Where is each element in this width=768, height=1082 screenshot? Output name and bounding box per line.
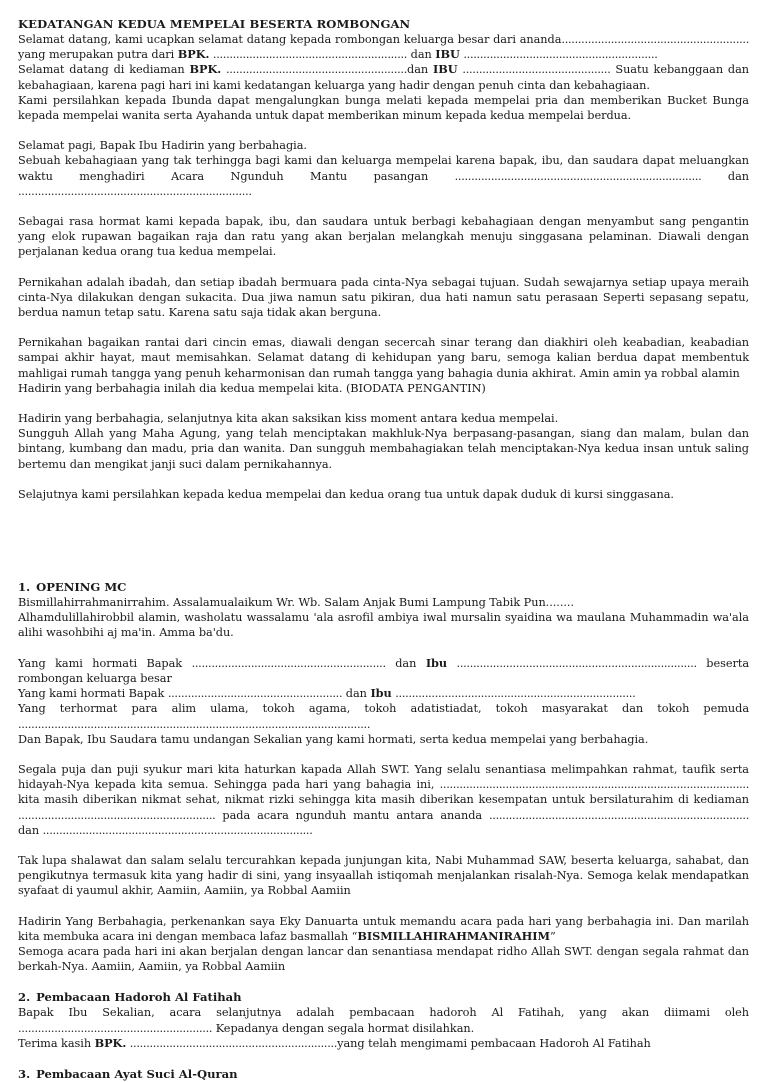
paragraph-flowers: Kami persilahkan kepada Ibunda dapat mengalungkan bunga melati kepada mempelai pria dan memberikan Bucket Bunga kepada mempelai wanita serta Ayahanda untuk dapat memberikan minum kepada kedua mempelai berdua. <box>18 93 749 123</box>
paragraph-prayer: Semoga acara pada hari ini akan berjalan dengan lancar dan senantiasa mendapat ridho Allah SWT. dengan segala rahmat dan berkah-Nya. Aamiin, Aamiin, ya Robbal Aamiin <box>18 944 749 974</box>
text: dan <box>395 656 417 670</box>
text: Selamat datang di kediaman <box>18 63 185 77</box>
text: Kepadanya dengan segala hormat disilahkan. <box>215 1021 475 1035</box>
section-number: 1. <box>18 580 31 595</box>
text: Segala puja dan puji syukur mari kita haturkan kapada Allah SWT. Yang selalu senantiasa melimpahkan rahmat, taufik serta hidayah-Nya kepada kita semua. Sehingga pada hari yang bahagia ini, <box>18 762 749 792</box>
bold-basmallah: BISMILLAHIRAHMANIRAHIM <box>357 928 550 943</box>
paragraph-seating: Selajutnya kami persilahkan kepada kedua mempelai dan kedua orang tua untuk dapak duduk di kursi singgasana. <box>18 487 674 501</box>
fill-in-blank: .................................................................................. <box>42 823 313 837</box>
fill-in-blank: ............................................................... <box>129 1036 338 1050</box>
paragraph-golden-chain: Pernikahan bagaikan rantai dari cincin emas, diawali dengan secercah sinar terang dan diakhiri oleh keabadian, keabadian sampai akhir hayat, maut memisahkan. Selamat datang di kehidupan yang baru, semoga kalian berdua dapat membentuk mahligai rumah tangga yang penuh keharmonisan dan rumah tangga yang bahagia dunia akhirat. Amin amin ya robbal alamin <box>18 336 749 380</box>
fill-in-blank: ......................................................... <box>561 33 749 46</box>
text: yang merupakan putra dari <box>18 48 175 62</box>
bold-label: BPK. <box>189 62 222 77</box>
paragraph-bismillah: Bismillahirrahmanirrahim. Assalamualaikum Wr. Wb. Salam Anjak Bumi Lampung Tabik Pun........ <box>18 596 575 610</box>
paragraph-guests: Dan Bapak, Ibu Saudara tamu undangan Sekalian yang kami hormati, serta kedua mempelai yang berbahagia. <box>18 732 649 746</box>
section-title: Pembacaan Hadoroh Al Fatihah <box>36 990 242 1005</box>
bold-label: IBU <box>432 62 458 77</box>
text: Hadirin Yang Berbahagia, perkenankan saya Eky Danuarta untuk memandu acara pada hari yang berbahagia ini. Dan marilah kita membuka acara ini dengan membaca lafaz basmallah “ <box>18 914 749 943</box>
fill-in-blank: ......................................................................... <box>456 656 697 670</box>
fill-in-blank: ........................................................... <box>212 48 408 62</box>
text: dan <box>727 169 749 183</box>
paragraph-kiss-moment: Hadirin yang berbahagia, selanjutnya kita akan saksikan kiss moment antara kedua mempelai. <box>18 412 559 426</box>
paragraph-honored-2 <box>18 686 749 701</box>
bold-label: Ibu <box>425 655 448 670</box>
text: Yang kami hormati Bapak <box>18 656 183 670</box>
fill-in-blank: ........................................................... <box>463 48 658 62</box>
text: beserta rombongan keluarga besar <box>18 656 750 685</box>
paragraph-fatihah-intro <box>18 1005 749 1035</box>
paragraph-respect: Sebagai rasa hormat kami kepada bapak, ibu, dan saudara untuk berbagi kebahagiaan dengan menyambut sang pengantin yang elok rupawan bagaikan raja dan ratu yang akan berjalan melangkah menuju singgasana pelaminan. Diawali dengan perjalanan kedua orang tua kedua mempelai. <box>18 215 749 259</box>
paragraph-welcome-residence <box>18 62 749 92</box>
text: Yang kami hormati Bapak <box>18 687 165 701</box>
text: dan <box>407 63 429 77</box>
section-title: Pembacaan Ayat Suci Al-Quran <box>36 1066 238 1081</box>
paragraph-mc-intro <box>18 914 749 944</box>
fill-in-blank: ............................................................................... <box>489 808 749 822</box>
text: Yang terhormat para alim ulama, tokoh agama, tokoh adatistiadat, tokoh masyarakat dan tokoh pemuda <box>18 702 749 716</box>
text: dan <box>410 48 432 62</box>
paragraph-welcome-family <box>18 32 749 62</box>
paragraph-biodata: Hadirin yang berbahagia inilah dia kedua mempelai kita. (BIODATA PENGANTIN) <box>18 381 486 395</box>
fill-in-blank: ..................................................... <box>167 687 343 701</box>
fill-in-blank: ......................................................................... <box>395 687 636 701</box>
paragraph-happiness <box>18 153 749 199</box>
fill-in-blank: ............................................. <box>462 63 611 77</box>
section-title: OPENING MC <box>36 580 127 595</box>
section-heading-quran <box>18 1066 749 1082</box>
fill-in-blank: ........................................................... <box>191 656 386 670</box>
fill-in-blank: ....................................................... <box>226 63 408 77</box>
paragraph-alhamdulillah: Alhamdulillahirobbil alamin, washolatu wassalamu 'ala asrofil ambiya iwal mursalin syaidina wa maulana Muhammadin wa'ala alihi wasohbihi aj ma'in. Amma ba'du. <box>18 611 749 640</box>
text: Bapak Ibu Sekalian, acara selanjutnya adalah pembacaan hadoroh Al Fatihah, yang akan diimami oleh <box>18 1006 749 1020</box>
paragraph-praise <box>18 762 749 838</box>
fill-in-blank: ........................................................................... <box>454 169 702 183</box>
fill-in-blank: .............................................................................................. <box>439 778 749 792</box>
text: Terima kasih <box>18 1036 92 1050</box>
fill-in-blank: ........................................................................................................... <box>18 717 371 731</box>
document-title: KEDATANGAN KEDUA MEMPELAI BESERTA ROMBONGAN <box>18 17 411 31</box>
text: dan <box>18 823 40 837</box>
text: kita masih diberikan nikmat sehat, nikmat rizki sehingga kita masih diberikan kesempatan untuk bersilaturahim di kediaman <box>18 793 749 807</box>
text: Selamat datang, kami ucapkan selamat datang kepada rombongan keluarga besar dari ananda <box>18 33 562 46</box>
section-heading-opening-mc <box>18 579 749 595</box>
paragraph-marriage-worship: Pernikahan adalah ibadah, dan setiap ibadah bermuara pada cinta-Nya sebagai tujuan. Sudah sewajarnya setiap upaya meraih cinta-Nya dilakukan dengan sukacita. Dua jiwa namun satu pikiran, dua hati namun satu perasaan Seperti sepasang sepatu, berdua namun tetap satu. Karena satu saja tidak akan berguna. <box>18 275 749 320</box>
text: Sebuah kebahagiaan yang tak terhingga bagi kami dan keluarga mempelai karena bapak, ibu, dan saudara dapat meluangkan waktu menghadiri Acara Ngunduh Mantu pasangan <box>18 154 749 183</box>
paragraph-greeting: Selamat pagi, Bapak Ibu Hadirin yang berbahagia. <box>18 139 307 153</box>
text: pada acara ngunduh mantu antara ananda <box>222 808 483 822</box>
paragraph-allah-creation: Sungguh Allah yang Maha Agung, yang telah menciptakan makhluk-Nya berpasang-pasangan, siang dan malam, bulan dan bintang, kumbang dan madu, pria dan wanita. Dan sungguh membahagiakan telah menciptakan-Nya kedua insan untuk saling bertemu dan mengikat janji suci dalam pernikahannya. <box>18 427 749 471</box>
paragraph-honored-leaders <box>18 701 749 731</box>
paragraph-honored-1 <box>18 656 749 686</box>
paragraph-fatihah-thanks <box>18 1036 749 1051</box>
text: dan <box>345 687 367 701</box>
fill-in-blank: ........................................................... <box>18 1021 213 1035</box>
section-heading-fatihah <box>18 989 749 1005</box>
bold-label: IBU <box>435 47 460 62</box>
bold-label: Ibu <box>370 686 392 701</box>
section-number: 3. <box>18 1066 31 1081</box>
text: yang telah mengimami pembacaan Hadoroh Al Fatihah <box>337 1036 651 1050</box>
paragraph-shalawat: Tak lupa shalawat dan salam selalu tercurahkan kepada junjungan kita, Nabi Muhammad SAW, beserta keluarga, sahabat, dan pengikutnya termasuk kita yang hadir di sini, yang insyaallah istiqomah menjalankan risalah-Nya. Semoga kelak mendapatkan syafaat di yaumul akhir, Aamiin, Aamiin, ya Robbal Aamiin <box>18 853 749 898</box>
fill-in-blank: ............................................................ <box>18 808 216 822</box>
document-page <box>18 17 749 1082</box>
text: ” <box>549 929 556 943</box>
bold-label: BPK. <box>94 1035 127 1050</box>
bold-label: BPK. <box>177 47 210 62</box>
section-number: 2. <box>18 990 31 1005</box>
text: Suatu kebanggaan dan kebahagiaan, karena pagi hari ini kami kedatangan keluarga yang hadir dengan penuh cinta dan kebahagiaan. <box>18 63 749 92</box>
fill-in-blank: ....................................................................... <box>18 184 252 198</box>
